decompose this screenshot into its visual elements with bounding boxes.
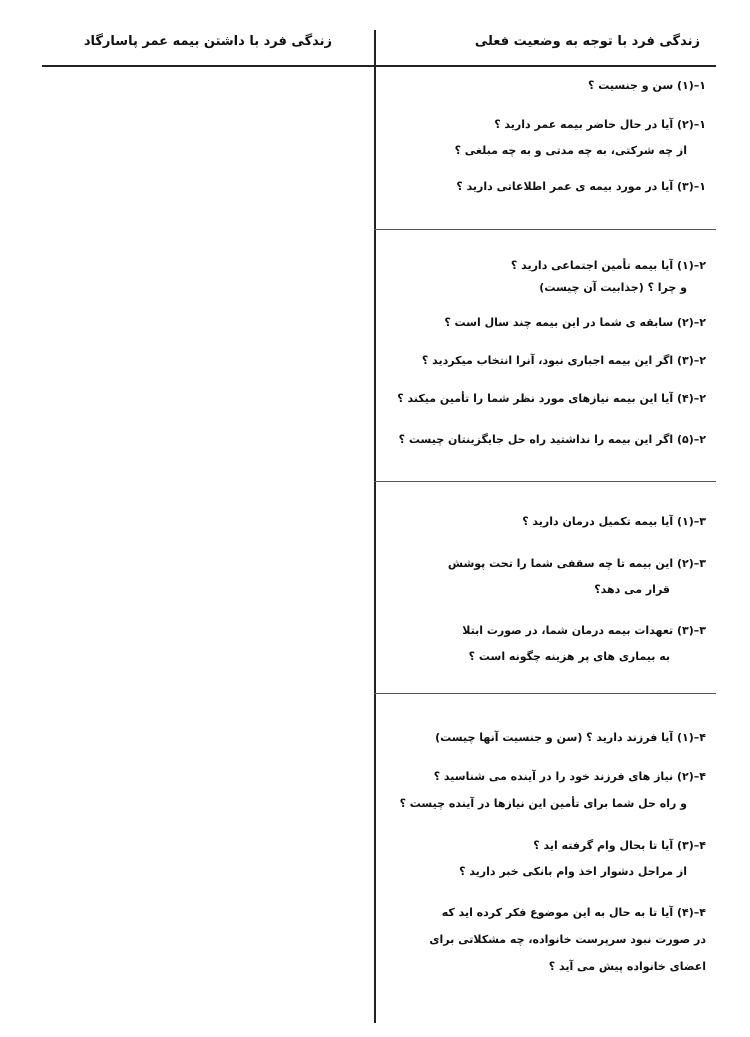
question-4-2-continuation: و راه حل شما برای تأمین این نیازها در آینده چیست ؟ <box>399 797 687 810</box>
section-divider <box>374 229 716 230</box>
header-divider <box>42 65 716 67</box>
question-2-1-continuation: و چرا ؟ (جذابیت آن چیست) <box>539 281 687 294</box>
question-3-2: ۳–(۲) این بیمه تا چه سقفی شما را تحت پوشش <box>447 557 706 570</box>
header-current-status: زندگی فرد با توجه به وضعیت فعلی <box>474 34 700 49</box>
question-2-1: ۲–(۱) آیا بیمه تأمین اجتماعی دارید ؟ <box>510 259 706 272</box>
question-4-2: ۴–(۲) نیاز های فرزند خود را در آینده می شناسید ؟ <box>433 770 706 783</box>
question-4-4-continuation-1: در صورت نبود سرپرست خانواده، چه مشکلاتی برای <box>429 933 706 946</box>
question-1-2-continuation: از چه شرکتی، به چه مدتی و به چه مبلغی ؟ <box>454 144 687 157</box>
question-4-4-continuation-2: اعضای خانواده پیش می آید ؟ <box>548 960 706 973</box>
section-divider <box>374 481 716 482</box>
question-2-2: ۲–(۲) سابقه ی شما در این بیمه چند سال است ؟ <box>444 316 706 329</box>
question-4-1: ۴–(۱) آیا فرزند دارید ؟ (سن و جنسیت آنها چیست) <box>435 731 706 744</box>
question-1-2: ۱–(۲) آیا در حال حاضر بیمه عمر دارید ؟ <box>494 118 706 131</box>
question-2-4: ۲–(۴) آیا این بیمه نیازهای مورد نظر شما را تأمین میکند ؟ <box>397 392 706 405</box>
question-2-3: ۲–(۳) اگر این بیمه اجباری نبود، آنرا انتخاب میکردید ؟ <box>421 354 706 367</box>
header-with-insurance: زندگی فرد با داشتن بیمه عمر پاسارگاد <box>83 34 332 49</box>
question-2-5: ۲–(۵) اگر این بیمه را نداشتید راه حل جایگزینتان چیست ؟ <box>398 433 706 446</box>
column-divider <box>374 30 376 1023</box>
question-3-3-continuation: به بیماری های پر هزینه چگونه است ؟ <box>468 650 670 663</box>
question-3-1: ۳–(۱) آیا بیمه تکمیل درمان دارید ؟ <box>522 515 706 528</box>
question-4-3: ۴–(۳) آیا تا بحال وام گرفته اید ؟ <box>533 839 706 852</box>
question-1-1: ۱–(۱) سن و جنسیت ؟ <box>588 79 706 92</box>
question-3-2-continuation: قرار می دهد؟ <box>594 583 670 596</box>
question-1-3: ۱–(۳) آیا در مورد بیمه ی عمر اطلاعاتی دارید ؟ <box>456 180 706 193</box>
question-4-3-continuation: از مراحل دشوار اخذ وام بانکی خبر دارید ؟ <box>459 865 687 878</box>
question-3-3: ۳–(۳) تعهدات بیمه درمان شما، در صورت ابتلا <box>462 624 706 637</box>
question-4-4: ۴–(۴) آیا تا به حال به این موضوع فکر کرده اید که <box>441 906 706 919</box>
section-divider <box>374 693 716 694</box>
